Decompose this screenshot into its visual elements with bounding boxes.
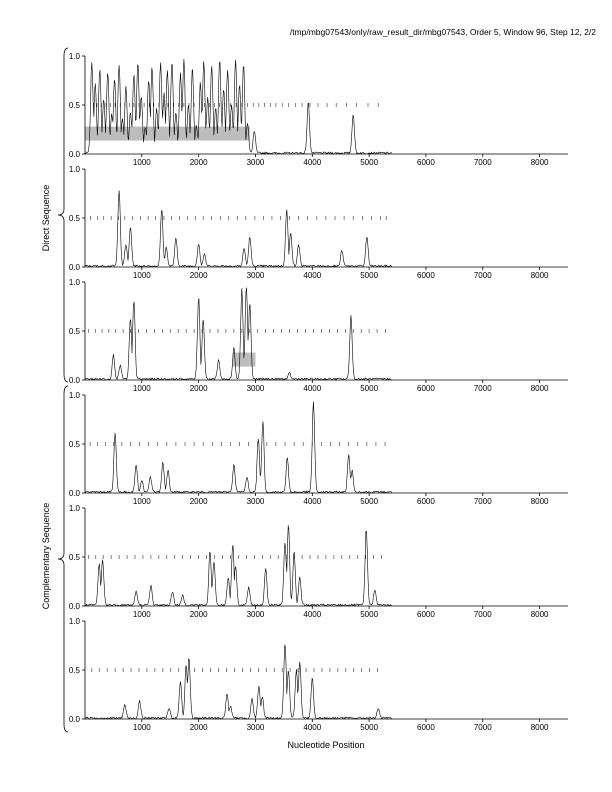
chart-panels [69,52,568,732]
group-label-complementary: Complementary Sequence [41,502,51,610]
y-tick-label: 0.0 [68,263,80,272]
x-tick-label: 3000 [246,497,265,506]
x-tick-label: 5000 [360,610,379,619]
x-tick-label: 3000 [246,271,265,280]
x-tick-label: 3000 [246,158,265,167]
y-tick-label: 0.5 [68,101,80,110]
brace-complementary [58,386,68,732]
x-tick-label: 2000 [189,158,208,167]
x-tick-label: 4000 [303,271,322,280]
x-tick-label: 2000 [189,497,208,506]
group-braces [58,48,68,732]
y-tick-label: 0.0 [68,376,80,385]
x-tick-label: 6000 [417,723,435,732]
x-tick-label: 8000 [530,497,549,506]
x-tick-label: 1000 [132,610,151,619]
x-tick-label: 7000 [473,384,492,393]
x-tick-label: 6000 [417,271,435,280]
x-tick-label: 6000 [417,384,435,393]
x-tick-label: 7000 [473,497,492,506]
x-tick-label: 2000 [189,384,208,393]
x-tick-label: 4000 [303,497,322,506]
x-tick-label: 8000 [530,271,549,280]
x-tick-label: 5000 [360,271,379,280]
x-axis-label: Nucleotide Position [287,740,365,750]
y-tick-label: 0.5 [68,214,80,223]
y-tick-label: 1.0 [68,617,80,626]
y-tick-label: 1.0 [68,391,80,400]
y-tick-label: 1.0 [68,504,80,513]
x-tick-label: 1000 [132,723,151,732]
panel-2 [69,165,568,280]
y-tick-label: 1.0 [68,52,80,61]
x-tick-label: 3000 [246,384,265,393]
x-tick-label: 5000 [360,497,379,506]
y-tick-label: 0.0 [68,715,80,724]
x-tick-label: 3000 [246,610,265,619]
series-line [85,191,392,268]
x-tick-label: 7000 [473,723,492,732]
x-tick-label: 4000 [303,384,322,393]
x-tick-label: 1000 [132,158,151,167]
y-tick-label: 0.5 [68,327,80,336]
y-tick-label: 0.0 [68,150,80,159]
x-tick-label: 5000 [360,384,379,393]
x-tick-label: 4000 [303,723,322,732]
y-tick-label: 0.5 [68,440,80,449]
x-tick-label: 5000 [360,723,379,732]
series-line [85,645,392,719]
x-tick-label: 2000 [189,271,208,280]
y-tick-label: 0.5 [68,666,80,675]
x-tick-label: 4000 [303,158,322,167]
x-tick-label: 4000 [303,610,322,619]
x-tick-label: 8000 [530,158,549,167]
panel-3 [69,278,568,393]
group-label-direct: Direct Sequence [41,184,51,252]
x-tick-label: 8000 [530,610,549,619]
series-line [85,525,392,606]
x-tick-label: 2000 [189,723,208,732]
panel-5 [69,504,568,619]
x-tick-label: 1000 [132,271,151,280]
y-tick-label: 0.0 [68,489,80,498]
brace-direct [58,48,68,382]
x-tick-label: 6000 [417,158,435,167]
chart-title: /tmp/mbg07543/only/raw_result_dir/mbg07543, Order 5, Window 96, Step 12, 2/2 [289,27,596,37]
series-line [85,402,392,493]
x-tick-label: 6000 [417,497,435,506]
y-tick-label: 0.5 [68,553,80,562]
panel-1 [69,52,568,167]
x-tick-label: 7000 [473,158,492,167]
x-tick-label: 6000 [417,610,435,619]
panel-4 [69,391,568,506]
x-tick-label: 1000 [132,497,151,506]
x-tick-label: 5000 [360,158,379,167]
y-tick-label: 0.0 [68,602,80,611]
x-tick-label: 2000 [189,610,208,619]
x-tick-label: 7000 [473,271,492,280]
y-tick-label: 1.0 [68,278,80,287]
x-tick-label: 1000 [132,384,151,393]
panel-6 [69,617,568,732]
x-tick-label: 8000 [530,723,549,732]
y-tick-label: 1.0 [68,165,80,174]
x-tick-label: 7000 [473,610,492,619]
x-tick-label: 8000 [530,384,549,393]
x-tick-label: 3000 [246,723,265,732]
